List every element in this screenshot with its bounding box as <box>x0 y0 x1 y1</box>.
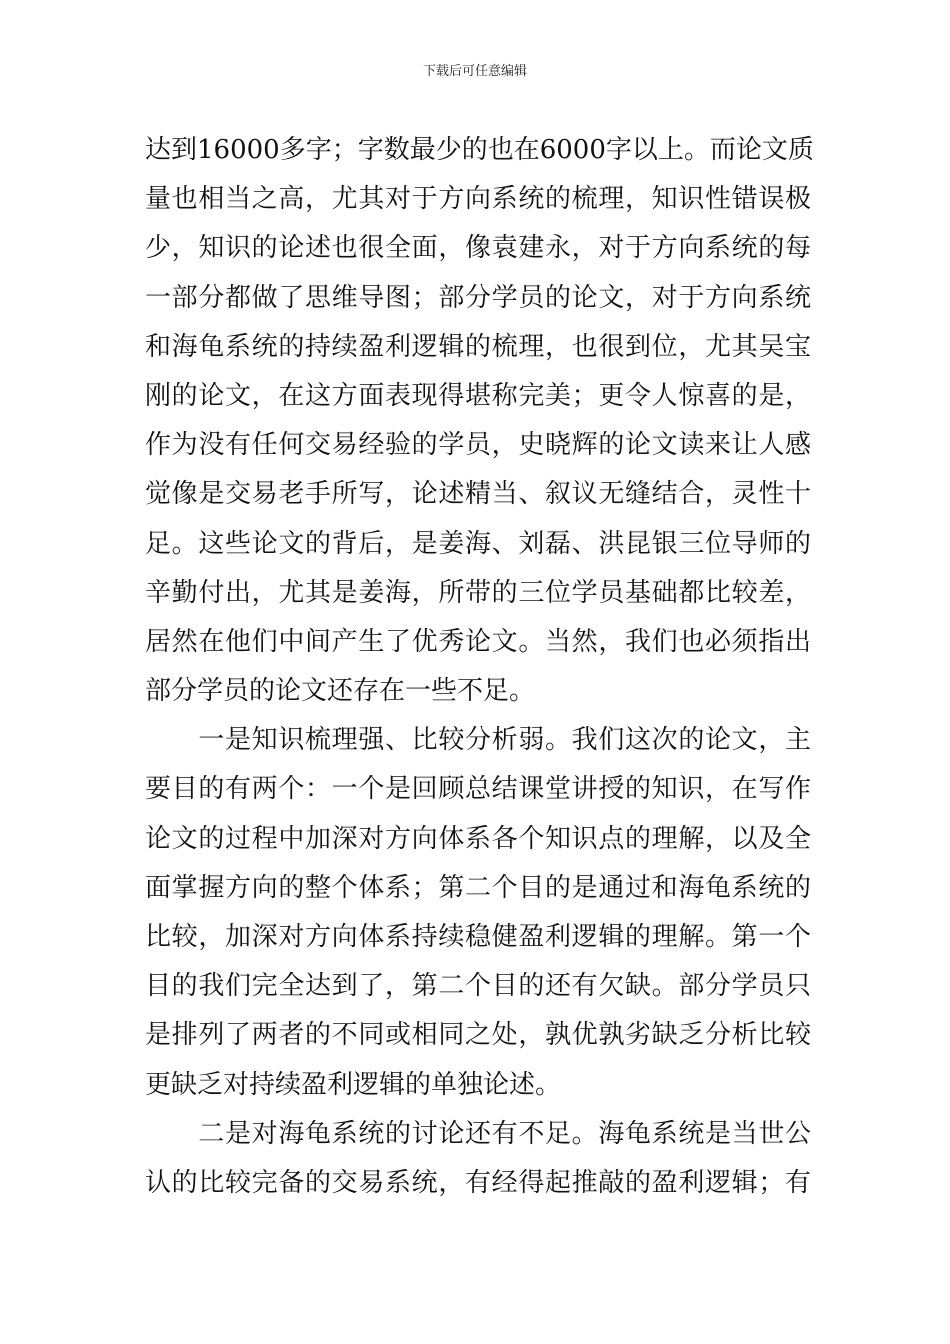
text-line: 更缺乏对持续盈利逻辑的单独论述。 <box>145 1069 562 1100</box>
text-line: 一是知识梳理强、比较分析弱。我们这次的论文，主 <box>145 725 811 756</box>
text-line: 觉像是交易老手所写，论述精当、叙议无缝结合，灵性十 <box>145 479 811 510</box>
text-line: 部分学员的论文还存在一些不足。 <box>145 676 536 707</box>
text-line: 比较，加深对方向体系持续稳健盈利逻辑的理解。第一个 <box>145 922 811 952</box>
text-line: 达到16000多字；字数最少的也在6000字以上。而论文质 <box>145 135 814 165</box>
text-line: 和海龟系统的持续盈利逻辑的梳理，也很到位，尤其吴宝 <box>145 331 811 362</box>
document-body <box>145 126 814 1208</box>
text-line: 是排列了两者的不同或相同之处，孰优孰劣缺乏分析比较 <box>145 1020 811 1051</box>
text-line: 面掌握方向的整个体系；第二个目的是通过和海龟系统的 <box>145 872 811 903</box>
page-header: 下载后可任意编辑 <box>422 64 527 79</box>
text-line: 论文的过程中加深对方向体系各个知识点的理解，以及全 <box>145 823 811 854</box>
text-line: 认的比较完备的交易系统，有经得起推敲的盈利逻辑；有 <box>145 1167 811 1198</box>
text-line: 辛勤付出，尤其是姜海，所带的三位学员基础都比较差， <box>145 577 811 608</box>
text-line: 刚的论文，在这方面表现得堪称完美；更令人惊喜的是， <box>145 380 811 411</box>
text-line: 居然在他们中间产生了优秀论文。当然，我们也必须指出 <box>145 626 811 657</box>
text-line: 要目的有两个：一个是回顾总结课堂讲授的知识，在写作 <box>145 774 811 805</box>
text-line: 一部分都做了思维导图；部分学员的论文，对于方向系统 <box>145 282 811 313</box>
text-line: 目的我们完全达到了，第二个目的还有欠缺。部分学员只 <box>145 971 811 1002</box>
text-line: 量也相当之高，尤其对于方向系统的梳理，知识性错误极 <box>145 184 811 215</box>
text-line: 足。这些论文的背后，是姜海、刘磊、洪昆银三位导师的 <box>145 528 811 559</box>
text-line: 二是对海龟系统的讨论还有不足。海龟系统是当世公 <box>145 1118 811 1149</box>
text-line: 少，知识的论述也很全面，像袁建永，对于方向系统的每 <box>145 233 811 264</box>
text-line: 作为没有任何交易经验的学员，史晓辉的论文读来让人感 <box>145 430 811 461</box>
